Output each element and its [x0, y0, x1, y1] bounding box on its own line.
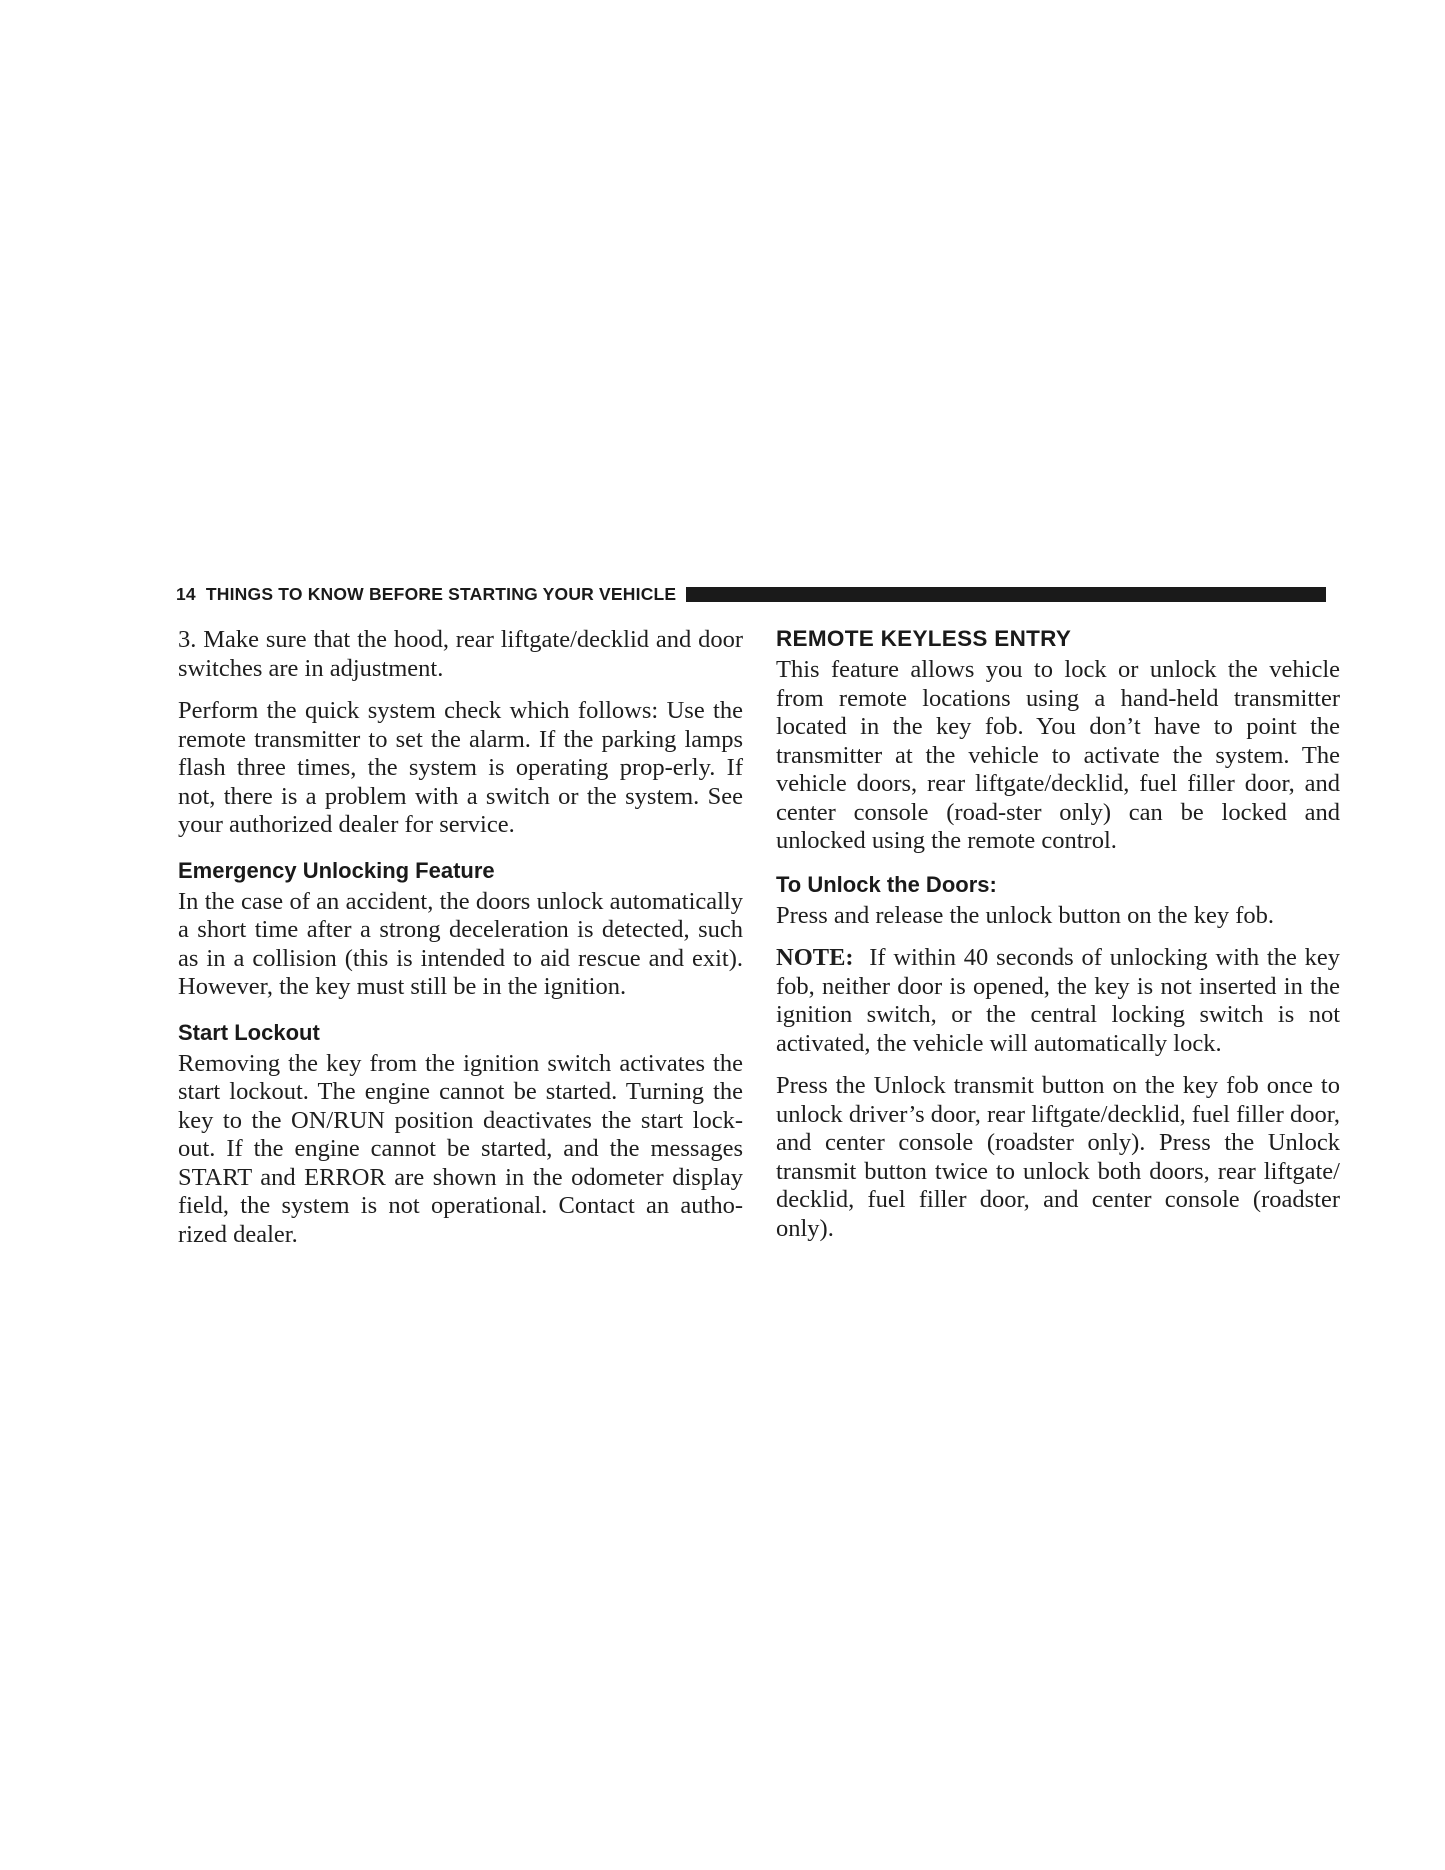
- page-header: [176, 583, 1326, 605]
- note-text: If within 40 seconds of unlocking with the key fob, neither door is opened, the key is not inserted in the ignition switch, or the central locking switch is not activated, the vehicle will automatically lock.: [776, 944, 1341, 1057]
- unlock-transmit-paragraph: Press the Unlock transmit button on the key fob once to unlock driver’s door, rear liftgate/decklid, fuel filler door, and center console (roadster only). Press the Unlock transmit button twice to unlock both doors, rear liftgate/ decklid, fuel filler door, and center console (roadster only).: [776, 1072, 1340, 1242]
- page-number: 14: [176, 583, 196, 604]
- unlock-doors-text: Press and release the unlock button on the key fob.: [776, 901, 1275, 929]
- note-paragraph: [776, 944, 1340, 1058]
- system-check-paragraph: Perform the quick system check which follows: Use the remote transmitter to set the alarm. If the parking lamps flash three times, the system is operating prop-erly. If not, there is a problem with a switch or the system. See your authorized dealer for service.: [178, 697, 743, 838]
- emergency-unlocking-heading: Emergency Unlocking Feature: [178, 857, 495, 883]
- right-column: [776, 626, 1340, 1257]
- emergency-unlocking-text: In the case of an accident, the doors unlock automatically a short time after a strong deceleration is detected, such as in a collision (this is intended to aid rescue and exit). However, the key must still be in the ignition.: [178, 887, 743, 1000]
- unlock-doors-heading: To Unlock the Doors:: [776, 871, 997, 897]
- note-label: NOTE:: [776, 944, 854, 971]
- left-column: [178, 626, 743, 1263]
- remote-keyless-entry-heading: REMOTE KEYLESS ENTRY: [776, 626, 1072, 651]
- start-lockout-text: Removing the key from the ignition switch activates the start lockout. The engine cannot be started. Turning the key to the ON/RUN position deactivates the start lock-out. If the engine cannot be started, and the messages START and ERROR are shown in the odometer display field, the system is not operational. Contact an autho-rized dealer.: [178, 1049, 743, 1248]
- remote-keyless-entry-text: This feature allows you to lock or unlock the vehicle from remote locations using a hand-held transmitter located in the key fob. You don’t have to point the transmitter at the vehicle to activate the system. The vehicle doors, rear liftgate/decklid, fuel filler door, and center console (road-ster only) can be locked and unlocked using the remote control.: [776, 656, 1340, 854]
- section-title: THINGS TO KNOW BEFORE STARTING YOUR VEHICLE: [205, 583, 677, 604]
- step-3-paragraph: 3. Make sure that the hood, rear liftgate/decklid and door switches are in adjustment.: [178, 626, 743, 682]
- start-lockout-heading: Start Lockout: [178, 1019, 320, 1045]
- header-rule-bar: [686, 587, 1326, 602]
